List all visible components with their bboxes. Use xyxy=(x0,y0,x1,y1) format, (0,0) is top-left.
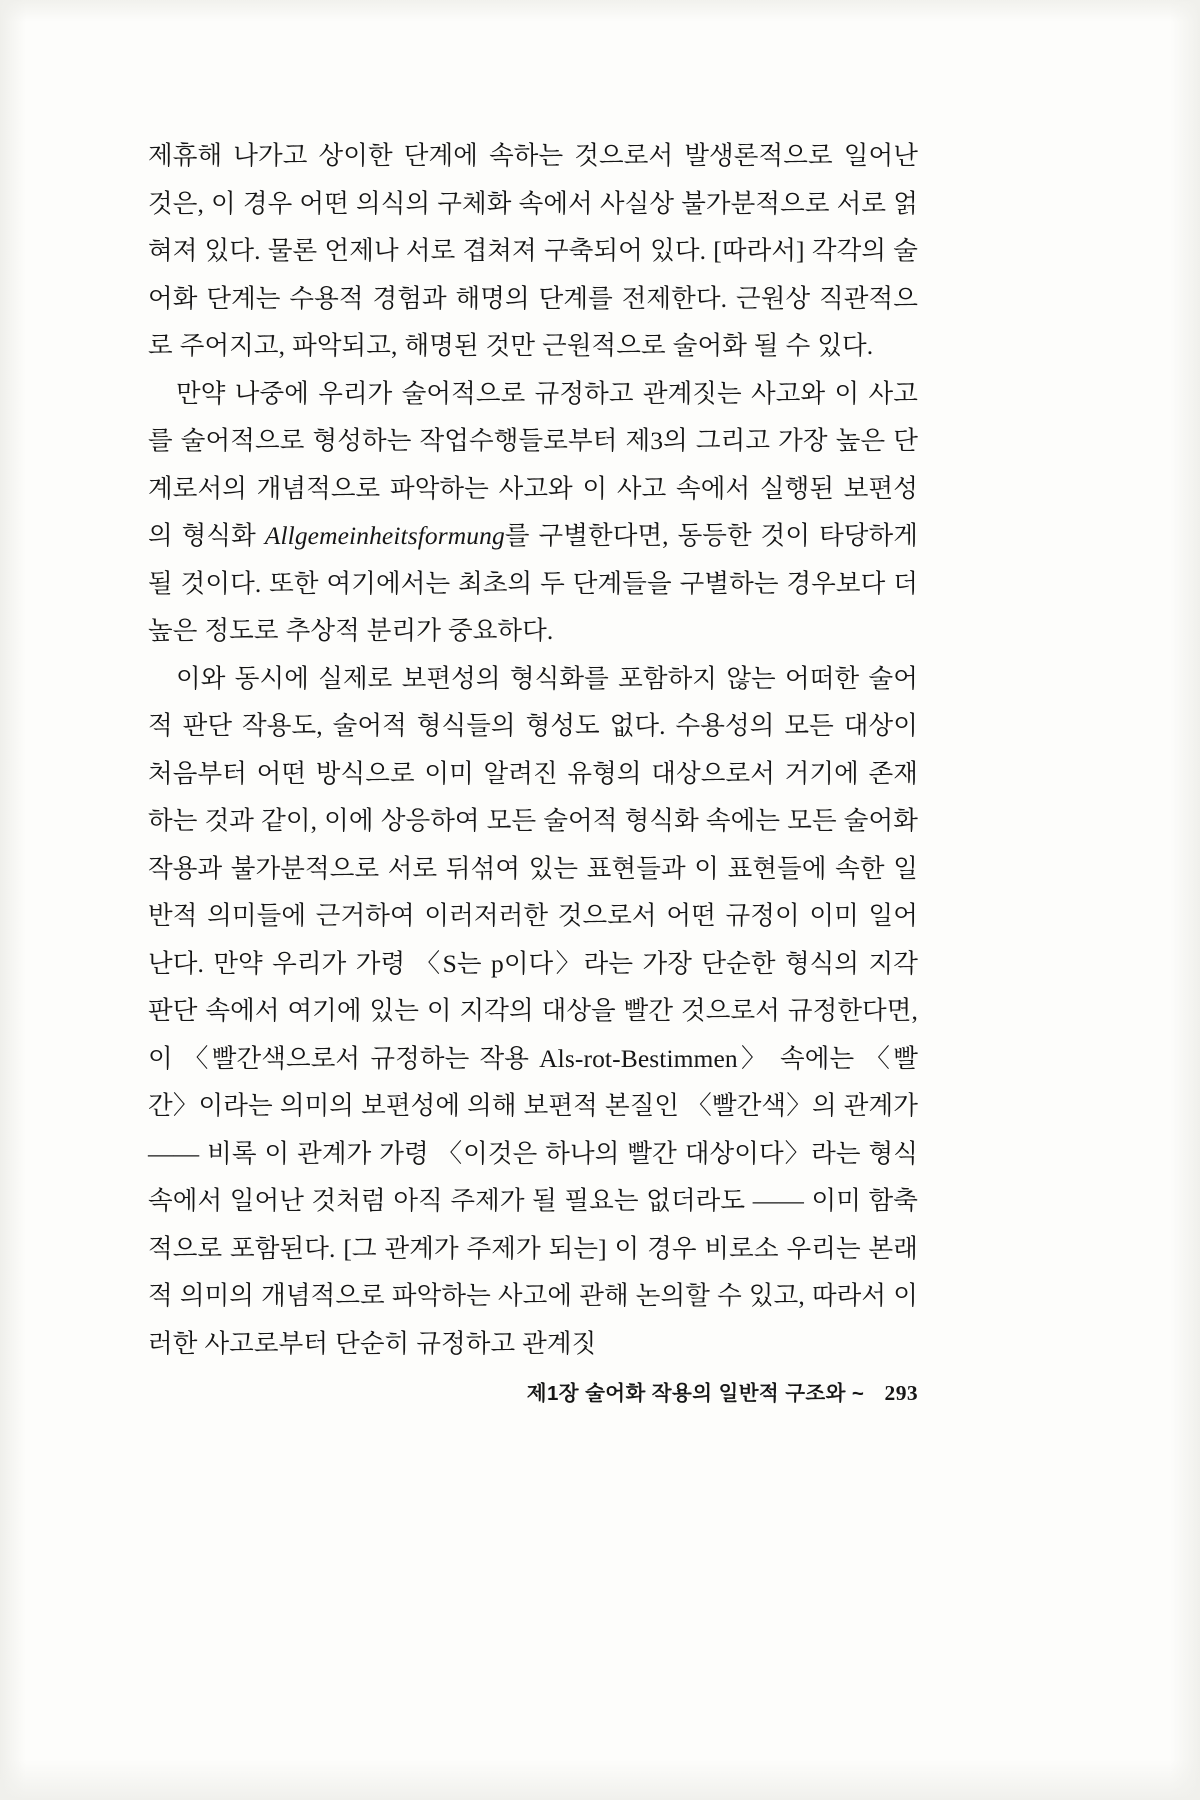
footer-chapter-title: 제1장 술어화 작용의 일반적 구조와 ~ xyxy=(526,1382,865,1405)
paragraph-2-text-before: 만약 나중에 우리가 술어적으로 규정하고 관계짓는 사고와 이 사고를 술어적으로 형성하는 작업수행들로부터 제3의 그리고 가장 높은 단계로서의 개념적으로 파악하는 사고와 이 사고 속에서 실행된 보편성의 형식화 xyxy=(148,378,918,550)
page-footer xyxy=(148,1376,918,1406)
page-edge-shadow-left xyxy=(0,0,26,1800)
page-edge-shadow-right xyxy=(1170,0,1200,1800)
paragraph-3-text-after: 〉 속에는 〈빨간〉이라는 의미의 보편성에 의해 보편적 본질인 〈빨간색〉의 관계가 —— 비록 이 관계가 가령 〈이것은 하나의 빨간 대상이다〉라는 형식 속에서 일어난 것처럼 아직 주제가 될 필요는 없더라도 —— 이미 함축적으로 포함된다. [그 관계가 주제가 되는] 이 경우 비로소 우리는 본래적 의미의 개념적으로 파악하는 사고에 관해 논의할 수 있고, 따라서 이러한 사고로부터 단순히 규정하고 관계짓 xyxy=(148,1043,918,1358)
paragraph-1 xyxy=(148,132,918,370)
paragraph-2-italic-term: Allgemeinheitsformung xyxy=(264,521,505,550)
paragraph-3-latin-term: Als-rot-Bestimmen xyxy=(539,1043,738,1073)
paragraph-2 xyxy=(148,370,918,655)
body-text-column xyxy=(148,132,918,1367)
page-edge-shadow-bottom xyxy=(0,1760,1200,1800)
paragraph-3-text-before: 이와 동시에 실제로 보편성의 형식화를 포함하지 않는 어떠한 술어적 판단 작용도, 술어적 형식들의 형성도 없다. 수용성의 모든 대상이 처음부터 어떤 방식으로 이미 알려진 유형의 대상으로서 거기에 존재하는 것과 같이, 이에 상응하여 모든 술어적 형식화 속에는 모든 술어화 작용과 불가분적으로 서로 뒤섞여 있는 표현들과 이 표현들에 속한 일반적 의미들에 근거하여 이러저러한 것으로서 어떤 규정이 이미 일어난다. 만약 우리가 가령 〈S는 p이다〉라는 가장 단순한 형식의 지각 판단 속에서 여기에 있는 이 지각의 대상을 빨간 것으로서 규정한다면, 이 〈빨간색으로서 규정하는 작용 xyxy=(148,663,918,1073)
paragraph-1-text: 제휴해 나가고 상이한 단계에 속하는 것으로서 발생론적으로 일어난 것은, 이 경우 어떤 의식의 구체화 속에서 사실상 불가분적으로 서로 얽혀져 있다. 물론 언제나 서로 겹쳐져 구축되어 있다. [따라서] 각각의 술어화 단계는 수용적 경험과 해명의 단계를 전제한다. 근원상 직관적으로 주어지고, 파악되고, 해명된 것만 근원적으로 술어화 될 수 있다. xyxy=(148,141,918,360)
paragraph-2-text-after: 를 구별한다면, 동등한 것이 타당하게 될 것이다. 또한 여기에서는 최초의 두 단계들을 구별하는 경우보다 더 높은 정도로 추상적 분리가 중요하다. xyxy=(148,521,919,645)
paragraph-3 xyxy=(148,655,918,1368)
page-number: 293 xyxy=(884,1381,918,1405)
page-edge-shadow-top xyxy=(0,0,1200,22)
